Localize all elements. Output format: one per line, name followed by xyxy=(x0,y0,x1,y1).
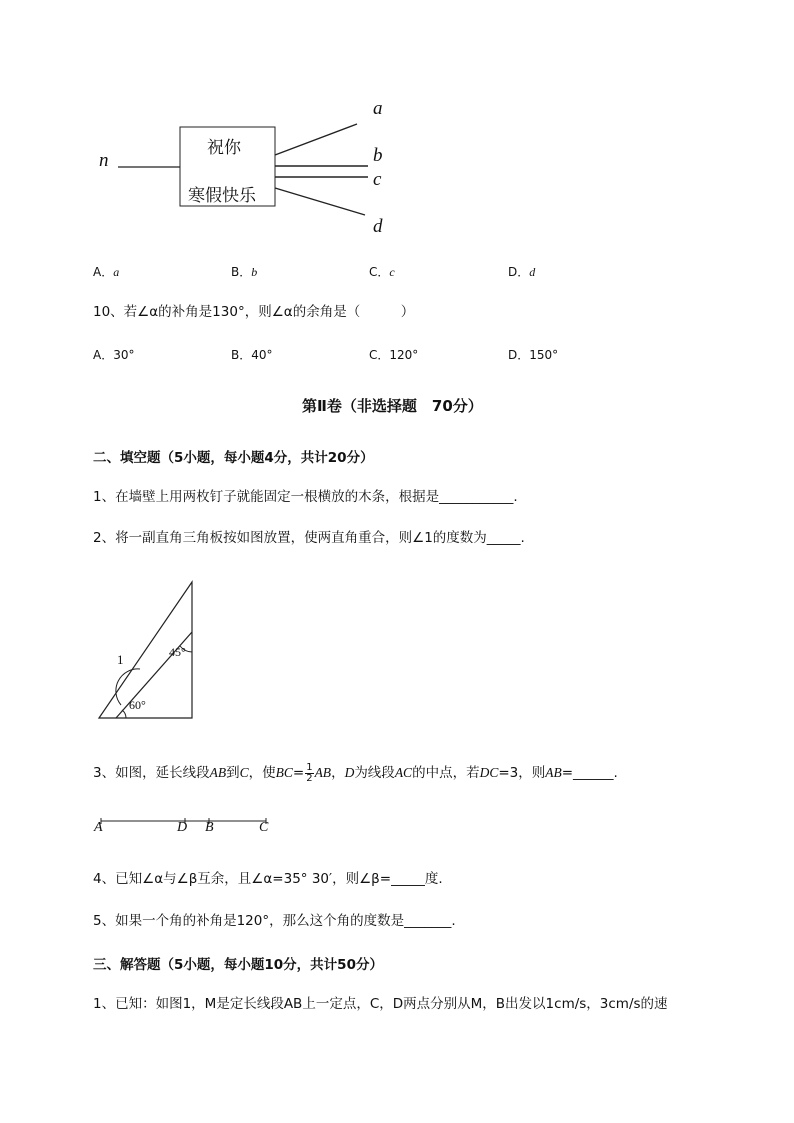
q10-option-d[interactable]: D．150° xyxy=(508,348,559,362)
label-d: d xyxy=(373,216,383,237)
box-text-line1: 祝你 xyxy=(207,138,241,158)
label-a: a xyxy=(373,98,383,119)
s2-q4: 4、已知∠α与∠β互余，且∠α=35° 30′，则∠β=_____度. xyxy=(93,871,443,887)
label-b: b xyxy=(373,145,383,166)
label-angle-1: 1 xyxy=(117,652,124,667)
fraction-one-half: $\frac{1}{2}$ xyxy=(306,761,313,784)
point-label-c: C xyxy=(259,820,269,835)
s2-q3: 3、如图，延长线段AB到C，使BC= $\frac{1}{2}$ AB，D为线段AC的中点，若DC=3，则AB=______. xyxy=(93,761,618,784)
s3-q1: 1、已知：如图1，M是定长线段AB上一定点，C，D两点分别从M，B出发以1cm/s，3cm/s的速 xyxy=(93,996,668,1012)
label-c: c xyxy=(373,169,382,190)
point-label-b: B xyxy=(205,820,214,835)
label-n: n xyxy=(99,150,109,171)
q9-option-d[interactable]: D．d xyxy=(508,265,536,279)
s2-q2: 2、将一副直角三角板按如图放置，使两直角重合，则∠1的度数为_____. xyxy=(93,530,525,546)
s2-q1: 1、在墙壁上用两枚钉子就能固定一根横放的木条，根据是___________. xyxy=(93,489,518,505)
q10-option-c[interactable]: C．120° xyxy=(369,348,419,362)
q9-option-b[interactable]: B．b xyxy=(231,265,258,279)
q10-option-a[interactable]: A．30° xyxy=(93,348,135,362)
part2-title: 第Ⅱ卷（非选择题 70分） xyxy=(302,397,483,415)
q10-option-b[interactable]: B．40° xyxy=(231,348,273,362)
q10-stem: 10、若∠α的补角是130°，则∠α的余角是（ ） xyxy=(93,304,415,320)
box-text-line2: 寒假快乐 xyxy=(188,186,256,206)
label-angle-45: 45° xyxy=(169,645,186,659)
section2-heading: 二、填空题（5小题，每小题4分，共计20分） xyxy=(93,450,374,466)
section3-heading: 三、解答题（5小题，每小题10分，共计50分） xyxy=(93,957,383,973)
label-angle-60: 60° xyxy=(129,698,146,712)
q9-option-c[interactable]: C．c xyxy=(369,265,395,279)
q9-option-a[interactable]: A．a xyxy=(93,265,120,279)
s2-q5: 5、如果一个角的补角是120°，那么这个角的度数是_______. xyxy=(93,913,456,929)
point-label-a: A xyxy=(94,820,103,835)
point-label-d: D xyxy=(177,820,188,835)
